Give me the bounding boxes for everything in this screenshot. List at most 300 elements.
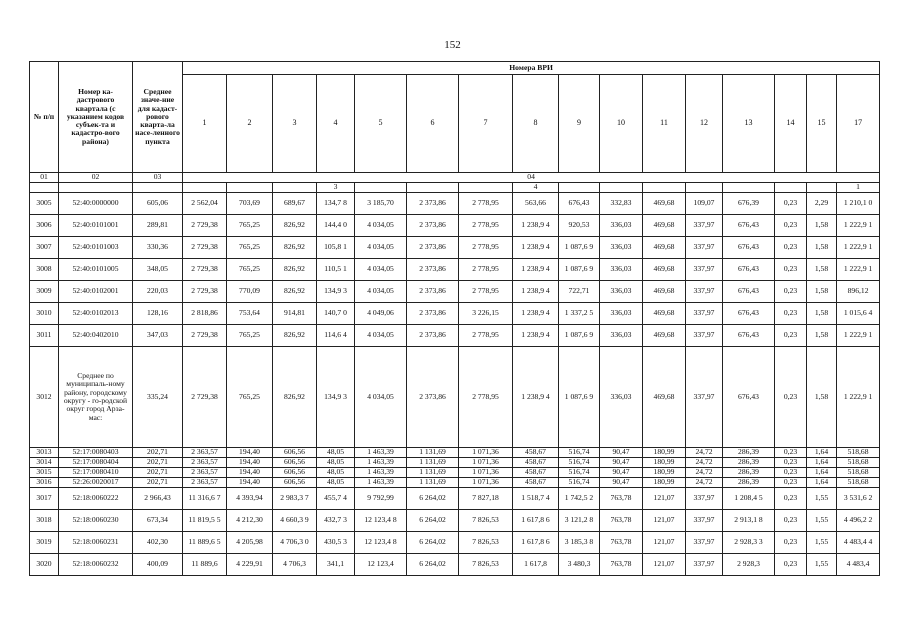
vri-value-cell: 4 034,05 xyxy=(355,281,407,303)
vri-value-cell: 336,03 xyxy=(600,347,643,448)
cadastral-quarter-cell: 52:18:0060231 xyxy=(59,532,133,554)
vri-value-cell: 4 205,98 xyxy=(227,532,273,554)
table-row xyxy=(30,281,880,303)
vri-value-cell: 4 049,06 xyxy=(355,303,407,325)
extra-cell xyxy=(30,183,59,193)
code-cell: 04 xyxy=(183,173,880,183)
vri-value-cell: 1 463,39 xyxy=(355,458,407,468)
vri-value-cell: 4 483,4 xyxy=(837,554,880,576)
cadastral-quarter-cell: 52:40:0402010 xyxy=(59,325,133,347)
table-row xyxy=(30,215,880,237)
code-cell: 02 xyxy=(59,173,133,183)
vri-value-cell: 337,97 xyxy=(686,554,723,576)
vri-value-cell: 722,71 xyxy=(559,281,600,303)
vri-value-cell: 0,23 xyxy=(775,325,807,347)
vri-value-cell: 6 264,02 xyxy=(407,532,459,554)
average-value-cell: 202,71 xyxy=(133,468,183,478)
vri-value-cell: 1 222,9 1 xyxy=(837,259,880,281)
vri-value-cell: 1 222,9 1 xyxy=(837,325,880,347)
table-row xyxy=(30,488,880,510)
vri-value-cell: 337,97 xyxy=(686,488,723,510)
vri-value-cell: 516,74 xyxy=(559,478,600,488)
vri-value-cell: 109,07 xyxy=(686,193,723,215)
vri-value-cell: 1 463,39 xyxy=(355,478,407,488)
extra-cell xyxy=(355,183,407,193)
vri-value-cell: 180,99 xyxy=(643,458,686,468)
vri-value-cell: 337,97 xyxy=(686,325,723,347)
vri-value-cell: 180,99 xyxy=(643,468,686,478)
vri-value-cell: 121,07 xyxy=(643,554,686,576)
vri-value-cell: 0,23 xyxy=(775,259,807,281)
vri-value-cell: 144,4 0 xyxy=(317,215,355,237)
vri-value-cell: 134,9 3 xyxy=(317,281,355,303)
vri-value-cell: 90,47 xyxy=(600,458,643,468)
vri-value-cell: 606,56 xyxy=(273,458,317,468)
vri-value-cell: 2 778,95 xyxy=(459,325,513,347)
vri-value-cell: 920,53 xyxy=(559,215,600,237)
vri-value-cell: 2 778,95 xyxy=(459,347,513,448)
vri-value-cell: 676,43 xyxy=(723,215,775,237)
vri-value-cell: 826,92 xyxy=(273,237,317,259)
vri-value-cell: 458,67 xyxy=(513,458,559,468)
vri-value-cell: 1 463,39 xyxy=(355,448,407,458)
row-number-cell: 3012 xyxy=(30,347,59,448)
vri-value-cell: 1 337,2 5 xyxy=(559,303,600,325)
cadastral-quarter-cell: 52:18:0060232 xyxy=(59,554,133,576)
vri-value-cell: 2 562,04 xyxy=(183,193,227,215)
vri-value-cell: 2 363,57 xyxy=(183,478,227,488)
vri-value-cell: 1,58 xyxy=(807,347,837,448)
vri-value-cell: 0,23 xyxy=(775,347,807,448)
cadastral-quarter-cell: 52:18:0060222 xyxy=(59,488,133,510)
vri-value-cell: 90,47 xyxy=(600,478,643,488)
vri-value-cell: 2 729,38 xyxy=(183,347,227,448)
row-number-cell: 3019 xyxy=(30,532,59,554)
vri-value-cell: 2 373,86 xyxy=(407,259,459,281)
table-row xyxy=(30,325,880,347)
vri-value-cell: 194,40 xyxy=(227,478,273,488)
extra-cell xyxy=(686,183,723,193)
vri-value-cell: 1,58 xyxy=(807,259,837,281)
vri-value-cell: 1 222,9 1 xyxy=(837,347,880,448)
vri-value-cell: 6 264,02 xyxy=(407,510,459,532)
vri-value-cell: 1 210,1 0 xyxy=(837,193,880,215)
vri-value-cell: 1 131,69 xyxy=(407,478,459,488)
vri-value-cell: 4 034,05 xyxy=(355,325,407,347)
vri-value-cell: 676,43 xyxy=(723,237,775,259)
cadastral-value-table xyxy=(29,61,880,576)
vri-value-cell: 0,23 xyxy=(775,303,807,325)
vri-value-cell: 516,74 xyxy=(559,448,600,458)
vri-value-cell: 703,69 xyxy=(227,193,273,215)
vri-value-cell: 763,78 xyxy=(600,532,643,554)
average-value-cell: 335,24 xyxy=(133,347,183,448)
vri-value-cell: 765,25 xyxy=(227,347,273,448)
average-value-cell: 202,71 xyxy=(133,458,183,468)
vri-value-cell: 2 373,86 xyxy=(407,303,459,325)
vri-value-cell: 1 518,7 4 xyxy=(513,488,559,510)
cadastral-quarter-cell: 52:40:0102001 xyxy=(59,281,133,303)
vri-value-cell: 337,97 xyxy=(686,215,723,237)
row-number-cell: 3020 xyxy=(30,554,59,576)
vri-column-header: 9 xyxy=(559,75,600,173)
vri-value-cell: 1,64 xyxy=(807,478,837,488)
vri-column-header: 15 xyxy=(807,75,837,173)
vri-value-cell: 458,67 xyxy=(513,468,559,478)
table-row xyxy=(30,458,880,468)
vri-value-cell: 469,68 xyxy=(643,281,686,303)
vri-value-cell: 676,39 xyxy=(723,193,775,215)
table-row xyxy=(30,259,880,281)
vri-value-cell: 4 034,05 xyxy=(355,237,407,259)
vri-value-cell: 606,56 xyxy=(273,478,317,488)
vri-value-cell: 2 778,95 xyxy=(459,237,513,259)
vri-value-cell: 763,78 xyxy=(600,488,643,510)
vri-value-cell: 1,64 xyxy=(807,448,837,458)
vri-value-cell: 2 913,1 8 xyxy=(723,510,775,532)
vri-value-cell: 7 826,53 xyxy=(459,554,513,576)
cadastral-quarter-cell: 52:17:0080410 xyxy=(59,468,133,478)
vri-value-cell: 336,03 xyxy=(600,281,643,303)
vri-value-cell: 455,7 4 xyxy=(317,488,355,510)
vri-value-cell: 1 087,6 9 xyxy=(559,237,600,259)
vri-value-cell: 563,66 xyxy=(513,193,559,215)
vri-value-cell: 469,68 xyxy=(643,259,686,281)
vri-value-cell: 0,23 xyxy=(775,532,807,554)
vri-value-cell: 2 373,86 xyxy=(407,347,459,448)
vri-value-cell: 4 483,4 4 xyxy=(837,532,880,554)
vri-value-cell: 2 363,57 xyxy=(183,468,227,478)
vri-column-header: 5 xyxy=(355,75,407,173)
vri-value-cell: 1,55 xyxy=(807,532,837,554)
vri-value-cell: 4 706,3 xyxy=(273,554,317,576)
vri-value-cell: 24,72 xyxy=(686,478,723,488)
vri-value-cell: 2 928,3 xyxy=(723,554,775,576)
vri-value-cell: 469,68 xyxy=(643,303,686,325)
table-row xyxy=(30,478,880,488)
extra-cell xyxy=(600,183,643,193)
vri-value-cell: 753,64 xyxy=(227,303,273,325)
extra-cell xyxy=(407,183,459,193)
header-vri-group: Номера ВРИ xyxy=(183,62,880,75)
vri-value-cell: 469,68 xyxy=(643,325,686,347)
extra-cell xyxy=(643,183,686,193)
vri-value-cell: 1,58 xyxy=(807,303,837,325)
cadastral-quarter-cell: 52:17:0080403 xyxy=(59,448,133,458)
average-value-cell: 2 966,43 xyxy=(133,488,183,510)
vri-value-cell: 48,05 xyxy=(317,478,355,488)
vri-value-cell: 1 463,39 xyxy=(355,468,407,478)
vri-value-cell: 2 363,57 xyxy=(183,448,227,458)
vri-value-cell: 2 373,86 xyxy=(407,325,459,347)
vri-value-cell: 337,97 xyxy=(686,237,723,259)
vri-value-cell: 7 826,53 xyxy=(459,532,513,554)
vri-value-cell: 336,03 xyxy=(600,325,643,347)
vri-value-cell: 2 983,3 7 xyxy=(273,488,317,510)
vri-value-cell: 826,92 xyxy=(273,259,317,281)
average-value-cell: 220,03 xyxy=(133,281,183,303)
vri-value-cell: 121,07 xyxy=(643,510,686,532)
vri-value-cell: 763,78 xyxy=(600,554,643,576)
vri-value-cell: 2 373,86 xyxy=(407,215,459,237)
cadastral-quarter-cell: 52:26:0020017 xyxy=(59,478,133,488)
page-number: 152 xyxy=(444,39,461,51)
vri-value-cell: 336,03 xyxy=(600,215,643,237)
vri-value-cell: 0,23 xyxy=(775,281,807,303)
vri-value-cell: 1 087,6 9 xyxy=(559,325,600,347)
vri-value-cell: 1 131,69 xyxy=(407,448,459,458)
extra-cell xyxy=(723,183,775,193)
vri-value-cell: 4 034,05 xyxy=(355,215,407,237)
extra-cell xyxy=(183,183,227,193)
table-row xyxy=(30,448,880,458)
row-number-cell: 3006 xyxy=(30,215,59,237)
average-value-cell: 330,36 xyxy=(133,237,183,259)
code-cell: 01 xyxy=(30,173,59,183)
average-value-cell: 402,30 xyxy=(133,532,183,554)
vri-column-header: 10 xyxy=(600,75,643,173)
vri-value-cell: 337,97 xyxy=(686,347,723,448)
vri-value-cell: 9 792,99 xyxy=(355,488,407,510)
vri-value-cell: 765,25 xyxy=(227,215,273,237)
vri-value-cell: 11 889,6 5 xyxy=(183,532,227,554)
average-value-cell: 605,06 xyxy=(133,193,183,215)
vri-value-cell: 0,23 xyxy=(775,510,807,532)
vri-column-header: 4 xyxy=(317,75,355,173)
vri-value-cell: 1,58 xyxy=(807,281,837,303)
vri-value-cell: 0,23 xyxy=(775,193,807,215)
vri-value-cell: 1 222,9 1 xyxy=(837,237,880,259)
vri-value-cell: 11 889,6 xyxy=(183,554,227,576)
vri-value-cell: 606,56 xyxy=(273,468,317,478)
vri-value-cell: 336,03 xyxy=(600,259,643,281)
extra-cell: 4 xyxy=(513,183,559,193)
vri-value-cell: 1 222,9 1 xyxy=(837,215,880,237)
cadastral-quarter-cell: 52:18:0060230 xyxy=(59,510,133,532)
vri-value-cell: 1,55 xyxy=(807,510,837,532)
row-number-cell: 3011 xyxy=(30,325,59,347)
vri-value-cell: 48,05 xyxy=(317,468,355,478)
row-number-cell: 3016 xyxy=(30,478,59,488)
vri-value-cell: 3 226,15 xyxy=(459,303,513,325)
vri-value-cell: 1,58 xyxy=(807,237,837,259)
vri-value-cell: 0,23 xyxy=(775,554,807,576)
table-row xyxy=(30,237,880,259)
vri-value-cell: 1 071,36 xyxy=(459,478,513,488)
vri-value-cell: 4 229,91 xyxy=(227,554,273,576)
header-average-value: Среднее значе-ние для кадаст-рового кварта-ла насе-ленного пункта xyxy=(133,62,183,173)
table-row xyxy=(30,468,880,478)
cadastral-quarter-cell: Среднее по муниципаль-ному району, городскому округу - го-родской округ город Арза-мас: xyxy=(59,347,133,448)
vri-value-cell: 2 729,38 xyxy=(183,215,227,237)
average-value-cell: 202,71 xyxy=(133,478,183,488)
vri-column-header: 13 xyxy=(723,75,775,173)
vri-value-cell: 518,68 xyxy=(837,468,880,478)
average-value-cell: 400,09 xyxy=(133,554,183,576)
vri-value-cell: 1 087,6 9 xyxy=(559,347,600,448)
row-number-cell: 3018 xyxy=(30,510,59,532)
vri-column-header: 12 xyxy=(686,75,723,173)
vri-value-cell: 2 778,95 xyxy=(459,259,513,281)
vri-value-cell: 0,23 xyxy=(775,478,807,488)
row-number-cell: 3017 xyxy=(30,488,59,510)
table-row xyxy=(30,532,880,554)
average-value-cell: 289,81 xyxy=(133,215,183,237)
vri-value-cell: 2,29 xyxy=(807,193,837,215)
vri-value-cell: 458,67 xyxy=(513,448,559,458)
vri-value-cell: 194,40 xyxy=(227,458,273,468)
vri-value-cell: 3 531,6 2 xyxy=(837,488,880,510)
vri-value-cell: 1,55 xyxy=(807,554,837,576)
vri-value-cell: 469,68 xyxy=(643,215,686,237)
vri-value-cell: 1 208,4 5 xyxy=(723,488,775,510)
extra-cell xyxy=(273,183,317,193)
vri-value-cell: 432,7 3 xyxy=(317,510,355,532)
vri-column-header: 2 xyxy=(227,75,273,173)
extra-cell xyxy=(227,183,273,193)
cadastral-quarter-cell: 52:40:0101003 xyxy=(59,237,133,259)
extra-cell xyxy=(459,183,513,193)
cadastral-quarter-cell: 52:17:0080404 xyxy=(59,458,133,468)
extra-cell xyxy=(775,183,807,193)
vri-value-cell: 676,43 xyxy=(723,303,775,325)
vri-value-cell: 1 238,9 4 xyxy=(513,325,559,347)
vri-value-cell: 1,58 xyxy=(807,325,837,347)
vri-value-cell: 2 818,86 xyxy=(183,303,227,325)
vri-value-cell: 2 373,86 xyxy=(407,281,459,303)
vri-value-cell: 2 928,3 3 xyxy=(723,532,775,554)
extra-cell: 3 xyxy=(317,183,355,193)
vri-value-cell: 11 316,6 7 xyxy=(183,488,227,510)
cadastral-quarter-cell: 52:40:0101005 xyxy=(59,259,133,281)
vri-value-cell: 332,83 xyxy=(600,193,643,215)
vri-value-cell: 826,92 xyxy=(273,281,317,303)
vri-value-cell: 1 071,36 xyxy=(459,448,513,458)
vri-value-cell: 765,25 xyxy=(227,325,273,347)
row-number-cell: 3010 xyxy=(30,303,59,325)
vri-value-cell: 90,47 xyxy=(600,448,643,458)
vri-value-cell: 1 238,9 4 xyxy=(513,215,559,237)
vri-value-cell: 180,99 xyxy=(643,448,686,458)
vri-value-cell: 134,7 8 xyxy=(317,193,355,215)
vri-value-cell: 1 238,9 4 xyxy=(513,303,559,325)
vri-value-cell: 286,39 xyxy=(723,458,775,468)
header-row-number: № п/п xyxy=(30,62,59,173)
average-value-cell: 128,16 xyxy=(133,303,183,325)
table-row xyxy=(30,347,880,448)
vri-value-cell: 121,07 xyxy=(643,532,686,554)
table-row xyxy=(30,510,880,532)
vri-value-cell: 24,72 xyxy=(686,448,723,458)
vri-value-cell: 1,64 xyxy=(807,458,837,468)
vri-value-cell: 676,43 xyxy=(723,347,775,448)
vri-value-cell: 676,43 xyxy=(559,193,600,215)
average-value-cell: 673,34 xyxy=(133,510,183,532)
vri-value-cell: 0,23 xyxy=(775,488,807,510)
vri-value-cell: 826,92 xyxy=(273,215,317,237)
vri-value-cell: 48,05 xyxy=(317,448,355,458)
vri-value-cell: 676,43 xyxy=(723,325,775,347)
vri-value-cell: 1 238,9 4 xyxy=(513,281,559,303)
vri-value-cell: 0,23 xyxy=(775,215,807,237)
vri-value-cell: 0,23 xyxy=(775,237,807,259)
row-number-cell: 3007 xyxy=(30,237,59,259)
vri-value-cell: 469,68 xyxy=(643,193,686,215)
vri-value-cell: 114,6 4 xyxy=(317,325,355,347)
vri-value-cell: 7 826,53 xyxy=(459,510,513,532)
cadastral-quarter-cell: 52:40:0102013 xyxy=(59,303,133,325)
header-cadastral-quarter: Номер ка-дастрового квартала (с указанием кодов субъек-та и кадастро-вого района) xyxy=(59,62,133,173)
table-row xyxy=(30,193,880,215)
vri-value-cell: 1,64 xyxy=(807,468,837,478)
vri-column-header: 14 xyxy=(775,75,807,173)
row-number-cell: 3009 xyxy=(30,281,59,303)
vri-value-cell: 518,68 xyxy=(837,448,880,458)
vri-value-cell: 12 123,4 8 xyxy=(355,510,407,532)
vri-value-cell: 1 617,8 xyxy=(513,554,559,576)
vri-value-cell: 1 131,69 xyxy=(407,468,459,478)
vri-value-cell: 770,09 xyxy=(227,281,273,303)
vri-value-cell: 4 034,05 xyxy=(355,347,407,448)
vri-column-header: 1 xyxy=(183,75,227,173)
extra-cell xyxy=(807,183,837,193)
vri-value-cell: 765,25 xyxy=(227,259,273,281)
vri-value-cell: 676,43 xyxy=(723,259,775,281)
vri-value-cell: 2 778,95 xyxy=(459,215,513,237)
vri-value-cell: 458,67 xyxy=(513,478,559,488)
vri-value-cell: 2 373,86 xyxy=(407,193,459,215)
table-row xyxy=(30,303,880,325)
vri-value-cell: 3 185,70 xyxy=(355,193,407,215)
vri-value-cell: 337,97 xyxy=(686,532,723,554)
vri-value-cell: 1 131,69 xyxy=(407,458,459,468)
vri-value-cell: 48,05 xyxy=(317,458,355,468)
vri-value-cell: 12 123,4 8 xyxy=(355,532,407,554)
vri-value-cell: 337,97 xyxy=(686,510,723,532)
row-number-cell: 3013 xyxy=(30,448,59,458)
vri-value-cell: 121,07 xyxy=(643,488,686,510)
vri-value-cell: 2 729,38 xyxy=(183,281,227,303)
vri-value-cell: 1 238,9 4 xyxy=(513,259,559,281)
vri-value-cell: 12 123,4 xyxy=(355,554,407,576)
vri-value-cell: 341,1 xyxy=(317,554,355,576)
vri-value-cell: 2 778,95 xyxy=(459,281,513,303)
vri-value-cell: 469,68 xyxy=(643,347,686,448)
vri-value-cell: 4 034,05 xyxy=(355,259,407,281)
average-value-cell: 348,05 xyxy=(133,259,183,281)
code-cell: 03 xyxy=(133,173,183,183)
vri-value-cell: 826,92 xyxy=(273,347,317,448)
vri-value-cell: 469,68 xyxy=(643,237,686,259)
vri-value-cell: 4 212,30 xyxy=(227,510,273,532)
vri-column-header: 17 xyxy=(837,75,880,173)
row-number-cell: 3015 xyxy=(30,468,59,478)
row-number-cell: 3005 xyxy=(30,193,59,215)
vri-value-cell: 4 496,2 2 xyxy=(837,510,880,532)
vri-value-cell: 1 617,8 6 xyxy=(513,510,559,532)
vri-value-cell: 24,72 xyxy=(686,468,723,478)
vri-value-cell: 286,39 xyxy=(723,448,775,458)
vri-column-header: 3 xyxy=(273,75,317,173)
vri-value-cell: 105,8 1 xyxy=(317,237,355,259)
vri-value-cell: 914,81 xyxy=(273,303,317,325)
vri-value-cell: 1 238,9 4 xyxy=(513,237,559,259)
table-row xyxy=(30,554,880,576)
vri-value-cell: 1 071,36 xyxy=(459,458,513,468)
vri-value-cell: 1 015,6 4 xyxy=(837,303,880,325)
vri-value-cell: 7 827,18 xyxy=(459,488,513,510)
vri-value-cell: 2 729,38 xyxy=(183,237,227,259)
